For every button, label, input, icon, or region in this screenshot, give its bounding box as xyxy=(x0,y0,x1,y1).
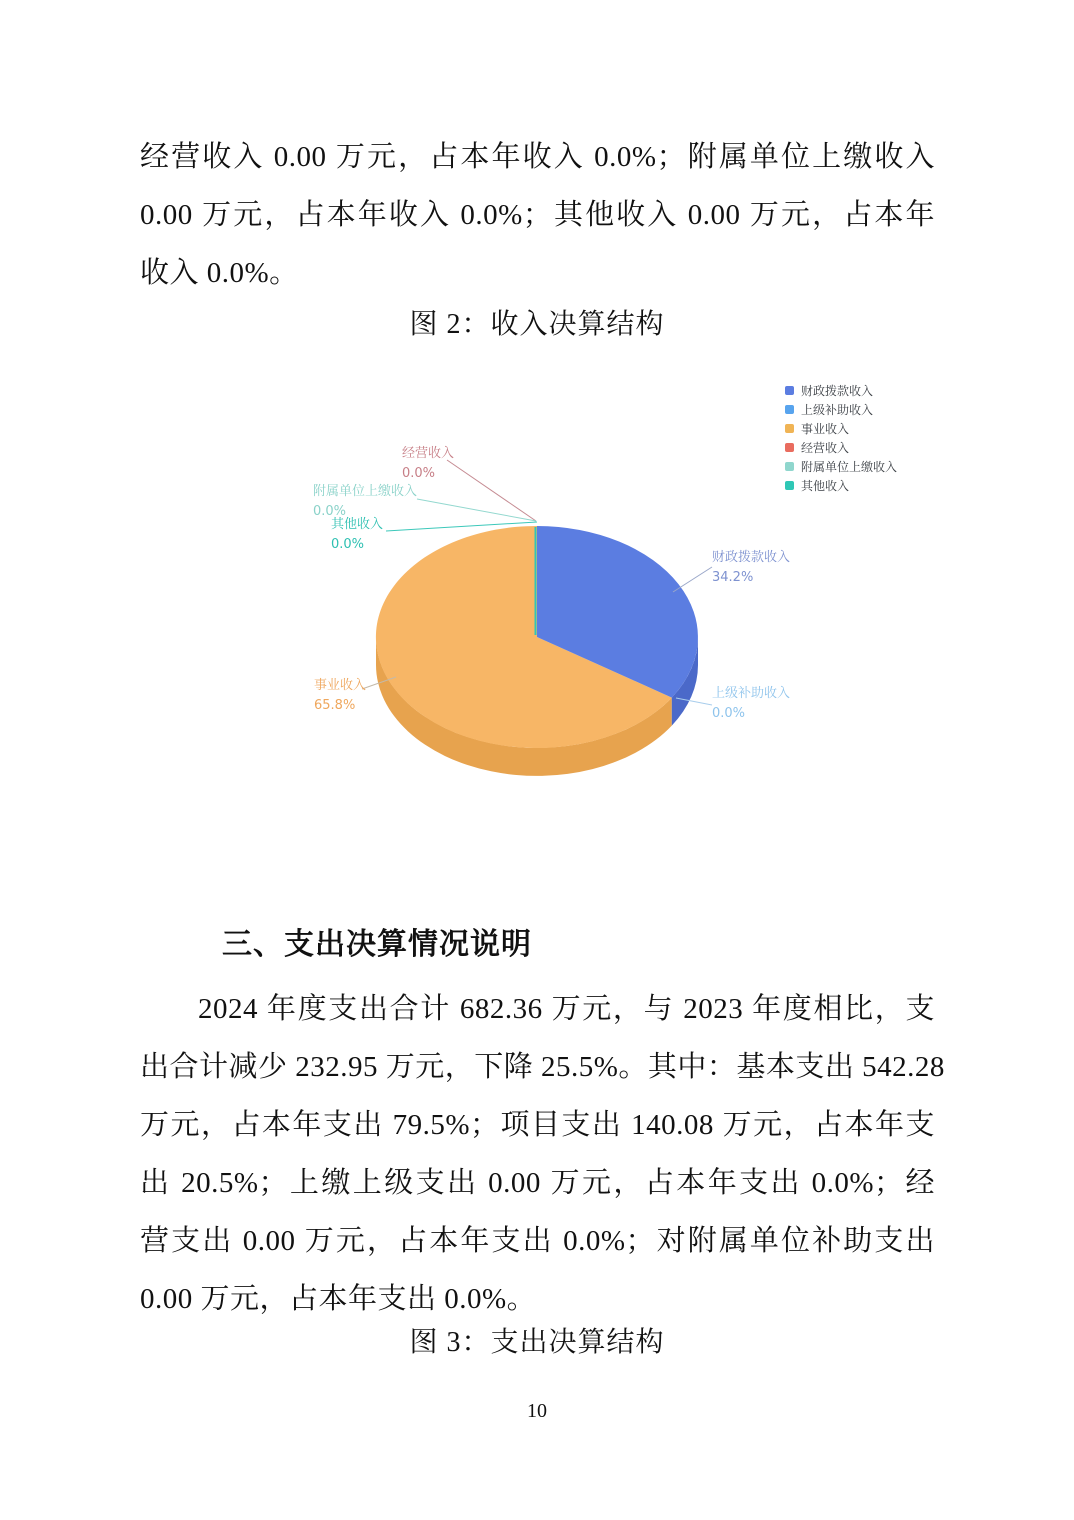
callout-name: 事业收入 xyxy=(314,678,367,693)
page-number: 10 xyxy=(527,1400,547,1422)
legend-label: 财政拨款收入 xyxy=(801,384,874,398)
callout-percent: 0.0% xyxy=(331,537,365,552)
legend-item xyxy=(785,400,897,419)
legend-label: 事业收入 xyxy=(801,422,850,436)
callout-name: 经营收入 xyxy=(402,446,455,461)
pie-callout-qita xyxy=(331,515,383,555)
legend-label: 上级补助收入 xyxy=(801,403,874,417)
body-line: 万元，占本年支出 79.5%；项目支出 140.08 万元，占本年支 xyxy=(140,1109,935,1141)
chart-legend xyxy=(785,381,897,495)
callout-percent: 34.2% xyxy=(712,570,754,585)
callout-name: 财政拨款收入 xyxy=(712,550,791,565)
legend-swatch xyxy=(785,424,794,433)
paragraph-expenditure-detail xyxy=(140,980,945,1328)
callout-percent: 0.0% xyxy=(402,466,436,481)
callout-percent: 0.0% xyxy=(712,706,746,721)
legend-swatch xyxy=(785,405,794,414)
income-pie-chart xyxy=(0,360,1074,800)
paragraph-income-detail xyxy=(140,128,935,302)
pie-callout-caizheng xyxy=(712,548,790,588)
figure3-caption: 图 3：支出决算结构 xyxy=(409,1327,665,1358)
body-line: 2024 年度支出合计 682.36 万元，与 2023 年度相比，支 xyxy=(198,993,935,1025)
legend-swatch xyxy=(785,443,794,452)
body-line: 营支出 0.00 万元，占本年支出 0.0%；对附属单位补助支出 xyxy=(140,1225,935,1257)
legend-swatch xyxy=(785,462,794,471)
callout-name: 上级补助收入 xyxy=(712,686,791,701)
pie-callout-shiye xyxy=(314,676,366,716)
body-line: 经营收入 0.00 万元，占本年收入 0.0%；附属单位上缴收入 xyxy=(140,141,935,173)
legend-label: 经营收入 xyxy=(801,441,850,455)
legend-item xyxy=(785,381,897,400)
legend-item xyxy=(785,419,897,438)
legend-item xyxy=(785,476,897,495)
legend-swatch xyxy=(785,386,794,395)
legend-swatch xyxy=(785,481,794,490)
legend-label: 其他收入 xyxy=(801,479,850,493)
callout-percent: 65.8% xyxy=(314,698,356,713)
pie-callout-shangji xyxy=(712,684,790,724)
section-heading: 三、支出决算情况说明 xyxy=(222,928,532,961)
body-line: 0.00 万元，占本年收入 0.0%；其他收入 0.00 万元，占本年 xyxy=(140,199,935,231)
body-line: 收入 0.0%。 xyxy=(140,257,299,289)
callout-percent: 0.0% xyxy=(313,504,347,519)
body-line: 出 20.5%；上缴上级支出 0.00 万元，占本年支出 0.0%；经 xyxy=(140,1167,935,1199)
leader-line-caizheng xyxy=(673,567,712,592)
figure2-caption: 图 2：收入决算结构 xyxy=(409,309,665,340)
callout-name: 其他收入 xyxy=(331,517,384,532)
pie-callout-jingying xyxy=(402,444,454,484)
legend-label: 附属单位上缴收入 xyxy=(801,460,898,474)
body-line: 出合计减少 232.95 万元，下降 25.5%。其中：基本支出 542.28 xyxy=(140,1051,945,1083)
leader-line-fushu xyxy=(417,499,536,521)
body-line: 0.00 万元，占本年支出 0.0%。 xyxy=(140,1283,537,1315)
leader-line-jingying xyxy=(447,460,536,521)
pie-chart-canvas xyxy=(0,360,1074,800)
callout-name: 附属单位上缴收入 xyxy=(313,484,418,499)
legend-item xyxy=(785,457,897,476)
legend-item xyxy=(785,438,897,457)
